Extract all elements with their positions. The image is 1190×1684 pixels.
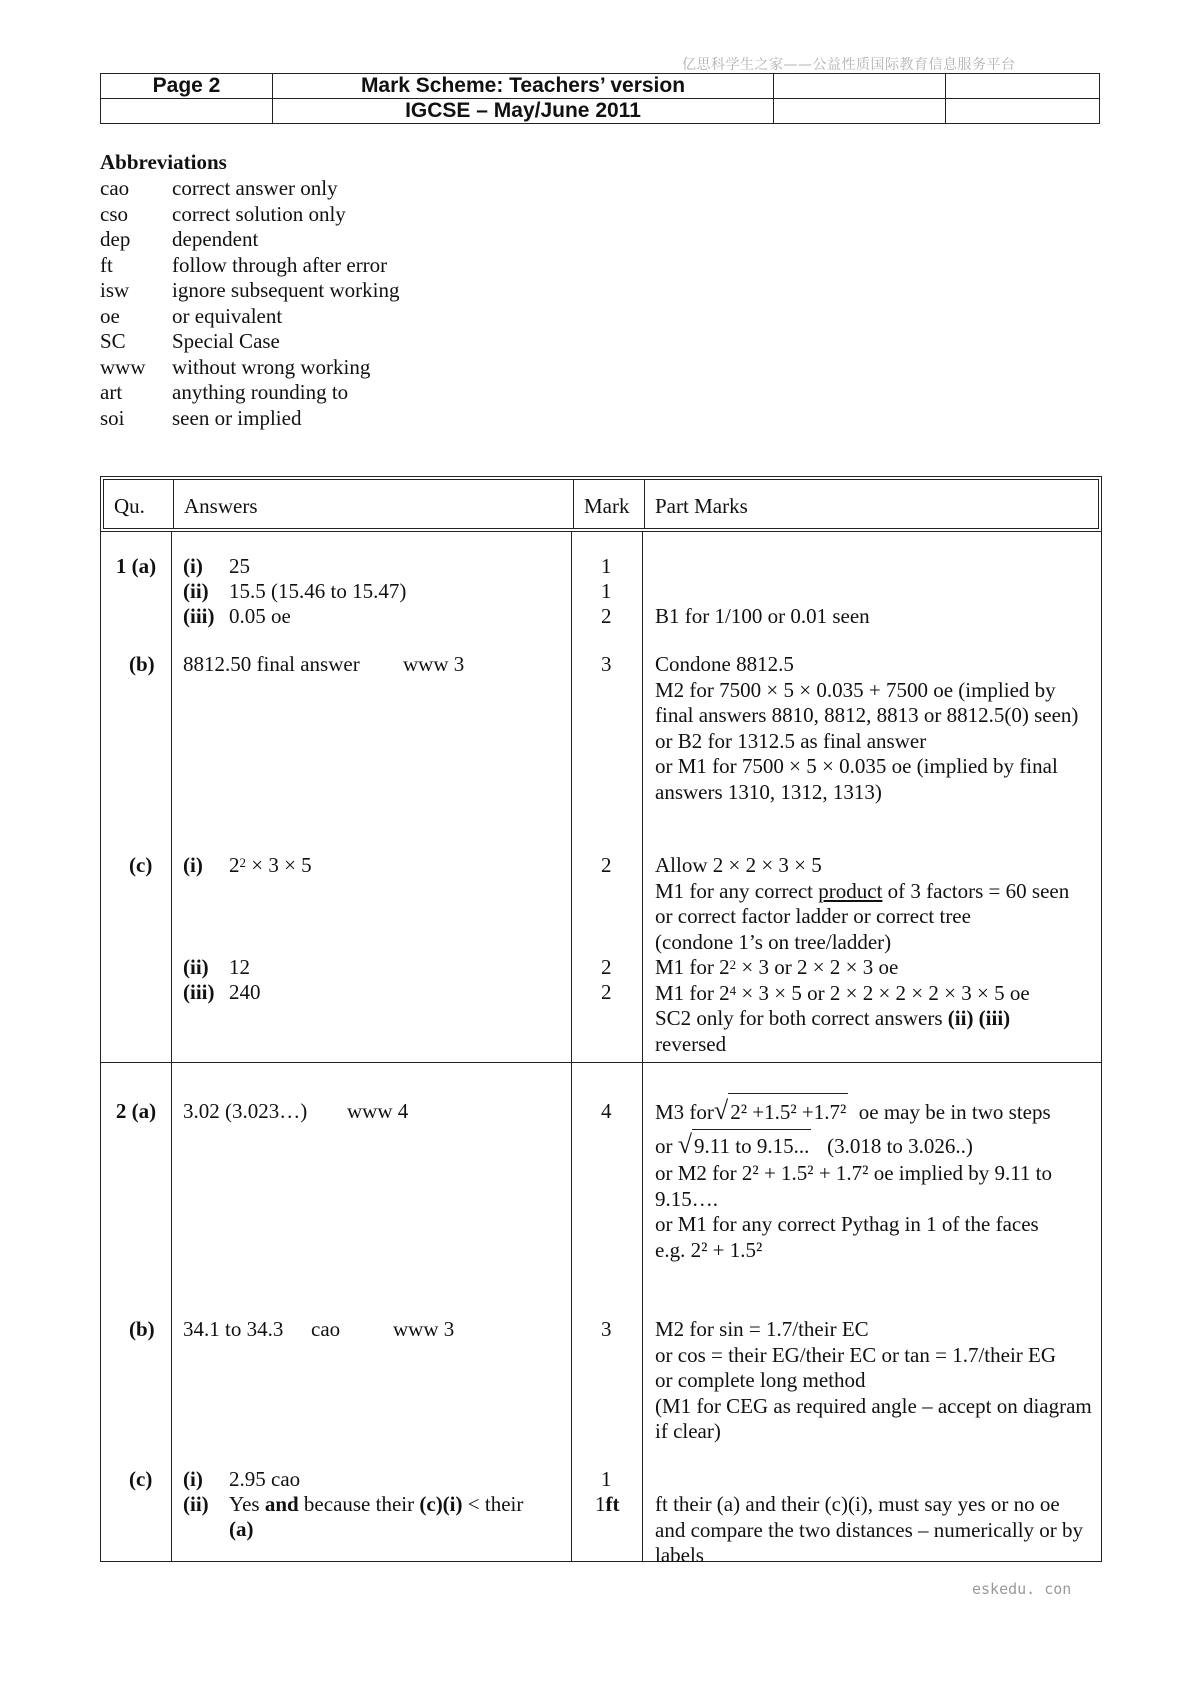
table-header (103, 479, 1099, 529)
watermark-bottom: eskedu. con (972, 1580, 1072, 1598)
question-2: 2 (a) 3.02 (3.023…) www 4 4 M3 for√2² +1.5² +1.7² oe may be in two steps or √9.11 to 9.15... (3.018 to 3.026..) or M2 for 2² + 1.5² + 1.7² oe implied by 9.11 to 9.15…. or M1 for any correct Pythag in 1 of the faces e.g. 2² + 1.5² (b) 34.1 to 34.3 cao www 3 3 M2 for sin = 1.7/their EC or cos = their EG/their EC or tan = 1.7/their EG or complete long method (M1 for CEG as required angle – accept on diagram if clear) (c) (i) 2.95 cao 1 (ii) Yes and because their (c)(i) < their (a) 1ft ft their (a) and their (c)(i), must say yes or no oe and compare the two distances – numerically or by labels (101, 1062, 1101, 1561)
abbreviation-row (100, 329, 399, 355)
q2-label: 2 (a) (115, 1099, 157, 1123)
q1a-iii-answer: 0.05 oe (229, 604, 291, 628)
abbreviation-code: art (100, 380, 123, 404)
watermark-top: 亿思科学生之家——公益性质国际教育信息服务平台 (682, 57, 1016, 73)
q2b-answer: 34.1 to 34.3 (183, 1317, 284, 1341)
abbreviation-meaning: without wrong working (172, 354, 371, 379)
abbreviation-row (100, 227, 399, 253)
abbreviation-code: isw (100, 278, 130, 302)
header-title: Mark Scheme: Teachers’ version (273, 74, 774, 99)
header-exam: IGCSE – May/June 2011 (273, 99, 774, 124)
abbreviation-code: cao (100, 176, 130, 200)
abbreviation-code: dep (100, 227, 131, 251)
abbreviation-code: SC (100, 329, 126, 353)
question-1: 1 (a) (i) 25 1 (ii) 15.5 (15.46 to 15.47) 1 (iii) 0.05 oe 2 B1 for 1/100 or 0.01 seen (b) 8812.50 final answer www 3 3 Condone 8812.5 M2 for 7500 × 5 × 0.035 + 7500 oe (implied by final answers 8810, 8812, 8813 or 8812.5(0) seen) or B2 for 1312.5 as final answer or M1 for 7500 × 5 × 0.035 oe (implied by final answers 1310, 1312, 1313) (c) (i) $2^2 \times 3 \times 5$ 2 Allow 2 × 2 × 3 × 5 M1 for any correct product of 3 factors = 60 seen or correct factor ladder or correct tree (condone 1’s on tree/ladder) M1 for $2^2 \times 3$ or 2 × 2 × 3 oe M1 for $2^4 \times 3 \times 5$ or 2 × 2 × 2 × 2 × 3 × 5 oe SC2 only for both correct answers (ii) (iii) reversed (ii) 12 2 (iii) 240 2 (101, 531, 1101, 1062)
abbreviation-meaning: seen or implied (172, 405, 302, 430)
q1c-i-partmarks: Allow 2 × 2 × 3 × 5 M1 for any correct product of 3 factors = 60 seen or correct factor ladder or correct tree (condone 1’s on tree/ladder) M1 for $2^2 \times 3$ or 2 × 2 × 3 oe M1 for $2^4 \times 3 \times 5$ or 2 × 2 × 2 × 2 × 3 × 5 oe SC2 only for both correct answers (ii) (iii) reversed (655, 853, 1070, 1056)
q1a-ii-answer: 15.5 (15.46 to 15.47) (229, 579, 407, 603)
col-qu: Qu. (104, 480, 174, 528)
q1c-iii-answer: 240 (229, 980, 261, 1004)
col-part-marks: Part Marks (655, 494, 748, 518)
abbreviation-row (100, 355, 399, 381)
abbreviation-code: www (100, 354, 146, 379)
abbreviation-row (100, 380, 399, 406)
q2a-partmarks: M3 for√2² +1.5² +1.7² oe may be in two steps or √9.11 to 9.15... (3.018 to 3.026..) or M2 for 2² + 1.5² + 1.7² oe implied by 9.11 to 9.15…. or M1 for any correct Pythag in 1 of the faces e.g. 2² + 1.5² (655, 1093, 1095, 1263)
q2c-ii-partmarks: ft their (a) and their (c)(i), must say yes or no oe and compare the two distances – numerically or by labels (655, 1492, 1084, 1567)
abbreviation-meaning: follow through after error (172, 252, 388, 277)
page-number: Page 2 (101, 74, 273, 99)
abbreviation-meaning: or equivalent (172, 303, 283, 328)
abbreviation-code: oe (100, 303, 120, 328)
q1c-ii-answer: 12 (229, 955, 250, 979)
abbreviations-list (100, 176, 399, 431)
mark-scheme-table (100, 476, 1102, 1567)
q2a-answer: 3.02 (3.023…) (183, 1099, 308, 1123)
abbreviation-row (100, 278, 399, 304)
abbreviation-meaning: anything rounding to (172, 380, 349, 404)
abbreviation-row (100, 406, 399, 432)
q1a-i-mark: 1 (601, 554, 612, 578)
abbreviation-row (100, 253, 399, 279)
q1b-answer: 8812.50 final answer (183, 652, 360, 676)
q1-label: 1 (a) (115, 554, 157, 578)
abbreviation-code: soi (100, 405, 125, 430)
abbreviation-code: cso (100, 201, 128, 226)
q1a-iii-partmarks: B1 for 1/100 or 0.01 seen (655, 604, 870, 628)
abbreviation-meaning: dependent (172, 227, 259, 251)
q1b-partmarks: Condone 8812.5 M2 for 7500 × 5 × 0.035 + 7500 oe (implied by final answers 8810, 8812, 8813 or 8812.5(0) seen) or B2 for 1312.5 as final answer or M1 for 7500 × 5 × 0.035 oe (implied by final answers 1310, 1312, 1313) (655, 652, 1079, 804)
abbreviation-meaning: Special Case (172, 329, 280, 353)
q1c-i-answer: $2^2 \times 3 \times 5$ (229, 853, 312, 877)
abbreviation-meaning: correct answer only (172, 176, 338, 200)
q1a-i-answer: 25 (229, 554, 250, 578)
abbreviation-code: ft (100, 252, 113, 277)
abbreviation-meaning: ignore subsequent working (172, 278, 400, 302)
col-mark: Mark (574, 480, 645, 528)
abbreviation-row (100, 202, 399, 228)
q2c-i-answer: 2.95 cao (229, 1467, 301, 1491)
abbreviation-meaning: correct solution only (172, 201, 346, 226)
abbreviations-title: Abbreviations (100, 150, 227, 174)
col-answers: Answers (174, 480, 574, 528)
q2b-partmarks: M2 for sin = 1.7/their EC or cos = their EG/their EC or tan = 1.7/their EG or complete long method (M1 for CEG as required angle – accept on diagram if clear) (655, 1317, 1092, 1443)
abbreviation-row (100, 176, 399, 202)
q2c-ii-answer: Yes and because their (c)(i) < their (229, 1492, 524, 1516)
abbreviation-row (100, 304, 399, 330)
page-header-table (100, 73, 1100, 124)
